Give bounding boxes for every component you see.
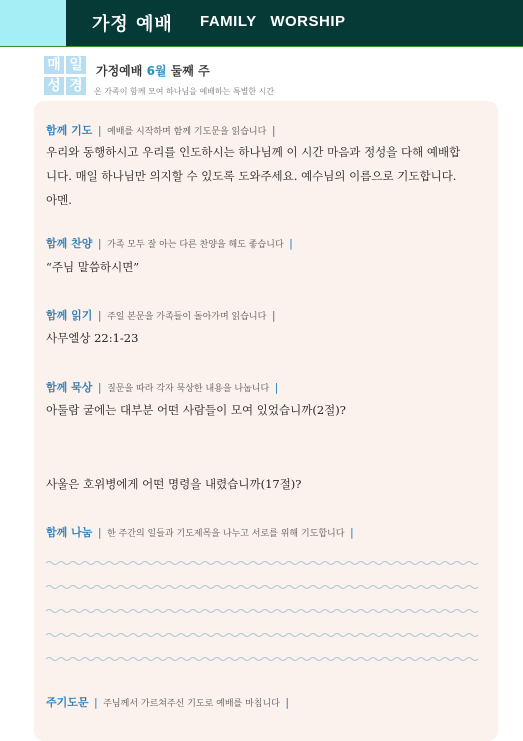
header-accent xyxy=(0,0,66,46)
meditation-desc: 질문을 따라 각자 묵상한 내용을 나눕니다 xyxy=(107,384,270,394)
logo-char: 성 xyxy=(44,77,64,95)
daily-bible-logo xyxy=(44,56,88,96)
logo-char: 경 xyxy=(66,77,86,95)
logo-char: 일 xyxy=(66,56,86,74)
header-title-english: FAMILY WORSHIP xyxy=(200,13,346,30)
section-subtitle: 온 가족이 함께 모여 하나님을 예배하는 특별한 시간 xyxy=(94,87,275,96)
lords-prayer-desc: 주님께서 가르쳐주신 기도로 예배를 마칩니다 xyxy=(103,699,280,709)
reading-label: 함께 읽기 xyxy=(46,309,93,322)
meditation-label: 함께 묵상 xyxy=(46,381,93,394)
meditation-question-1: 아둘람 굴에는 대부분 어떤 사람들이 모여 있었습니까(2절)? xyxy=(46,403,346,417)
prayer-line: 우리와 동행하시고 우리를 인도하시는 하나님께 이 시간 마음과 정성을 다해 예배합 xyxy=(46,145,461,159)
section-title-prefix: 가정예배 xyxy=(96,64,143,78)
lords-prayer-heading: 주기도문 | 주님께서 가르쳐주신 기도로 예배를 마칩니다 | xyxy=(46,696,290,709)
prayer-label: 함께 기도 xyxy=(46,124,93,137)
writing-line xyxy=(46,632,480,638)
reading-desc: 주일 본문을 가족들이 돌아가며 읽습니다 xyxy=(107,312,267,322)
logo-char: 매 xyxy=(44,56,64,74)
writing-line xyxy=(46,656,480,662)
reading-passage: 사무엘상 22:1-23 xyxy=(46,331,139,345)
meditation-question-2: 사울은 호위병에게 어떤 명령을 내렸습니까(17절)? xyxy=(46,477,302,491)
prayer-line: 아멘. xyxy=(46,193,72,207)
section-month: 6월 xyxy=(146,64,167,78)
praise-heading: 함께 찬양 | 가족 모두 잘 아는 다른 찬양을 해도 좋습니다 | xyxy=(46,237,293,250)
prayer-desc: 예배를 시작하며 함께 기도문을 읽습니다 xyxy=(107,127,267,137)
praise-label: 함께 찬양 xyxy=(46,237,93,250)
reading-heading: 함께 읽기 | 주일 본문을 가족들이 돌아가며 읽습니다 | xyxy=(46,309,276,322)
section-title xyxy=(96,62,210,79)
header-title-korean: 가정 예배 xyxy=(92,14,173,35)
praise-desc: 가족 모두 잘 아는 다른 찬양을 해도 좋습니다 xyxy=(107,240,284,250)
sharing-label: 함께 나눔 xyxy=(46,526,93,539)
header-banner xyxy=(0,0,523,46)
sharing-desc: 한 주간의 일들과 기도제목을 나누고 서로를 위해 기도합니다 xyxy=(107,529,345,539)
sharing-heading: 함께 나눔 | 한 주간의 일들과 기도제목을 나누고 서로를 위해 기도합니다 | xyxy=(46,526,354,539)
praise-song: “주님 말씀하시면” xyxy=(46,260,140,274)
prayer-text xyxy=(46,140,460,212)
meditation-heading: 함께 묵상 | 질문을 따라 각자 묵상한 내용을 나눕니다 | xyxy=(46,381,279,394)
lords-prayer-label: 주기도문 xyxy=(46,696,89,709)
prayer-heading: 함께 기도 | 예배를 시작하며 함께 기도문을 읽습니다 | xyxy=(46,124,276,137)
writing-line xyxy=(46,608,480,614)
writing-line xyxy=(46,584,480,590)
prayer-line: 니다. 매일 하나님만 의지할 수 있도록 도와주세요. 예수님의 이름으로 기도합니다. xyxy=(46,169,457,183)
writing-line xyxy=(46,560,480,566)
header-divider xyxy=(0,46,523,47)
section-title-suffix: 둘째 주 xyxy=(170,64,210,78)
